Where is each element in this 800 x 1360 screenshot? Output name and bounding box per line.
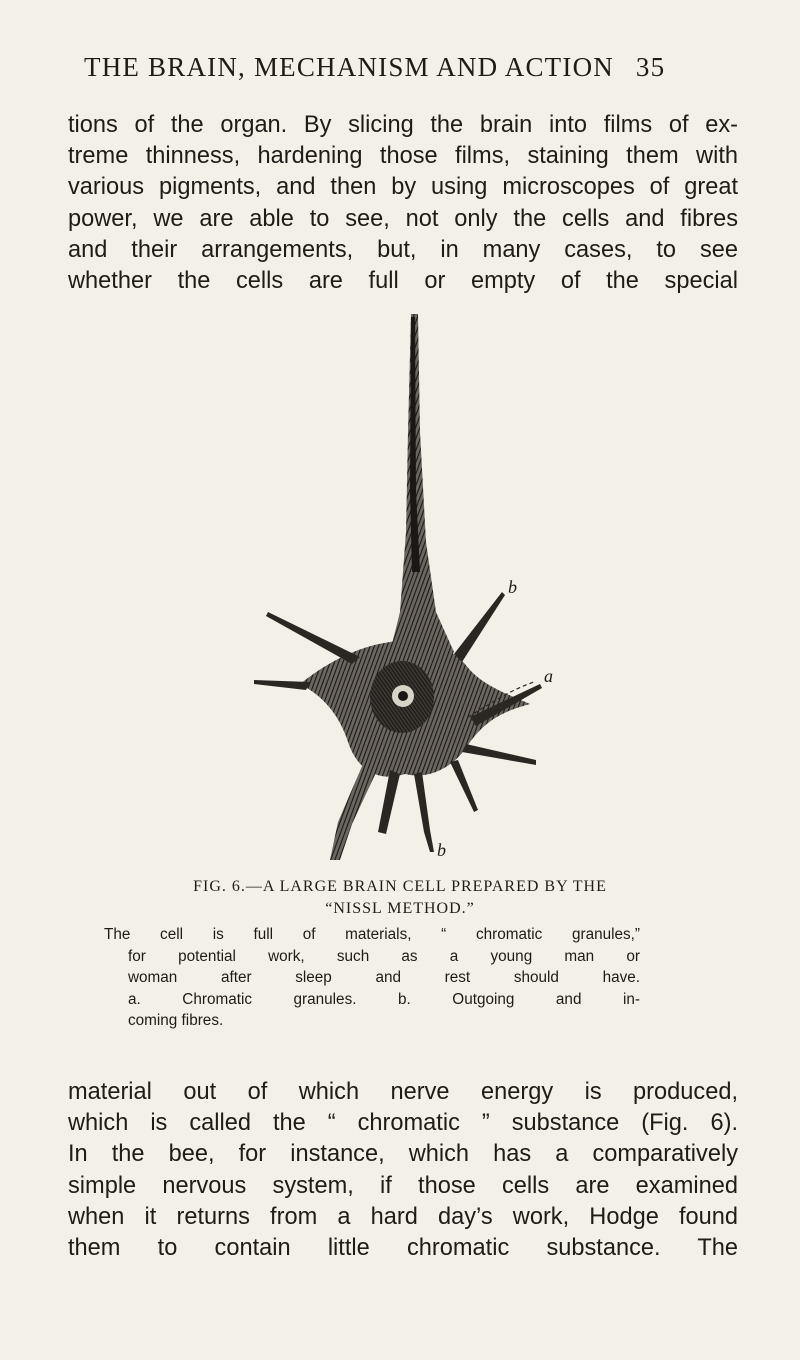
brain-cell-illustration [240,312,570,872]
caption-line: coming fibres. [128,1012,224,1030]
label-b-lower: b [437,840,446,860]
brain-cell-drawing [240,312,570,872]
caption-line: woman after sleep and rest should have. [128,969,640,987]
paragraph-bottom [68,1077,738,1264]
caption-title-line: “NISSL METHOD.” [325,900,475,917]
caption-line: for potential work, such as a young man or [128,947,640,965]
figure-caption-body [104,924,640,1032]
text-line: tions of the organ. By slicing the brain into films of ex- [68,112,738,138]
text-line: and their arrangements, but, in many cases, to see [68,236,738,263]
caption-title-line: FIG. 6.—A LARGE BRAIN CELL PREPARED BY THE [193,878,607,895]
text-line: which is called the “ chromatic ” substance (Fig. 6). [68,1110,738,1137]
text-line: whether the cells are full or empty of the special [68,268,738,295]
text-line: various pigments, and then by using microscopes of great [68,174,738,201]
text-line: treme thinness, hardening those films, staining them with [68,143,738,170]
paragraph-top [68,110,738,297]
label-a: a [544,666,553,686]
text-line: simple nervous system, if those cells are examined [68,1172,738,1199]
text-line: them to contain little chromatic substance. The [68,1235,738,1262]
text-line: power, we are able to see, not only the cells and fibres [68,205,738,232]
running-header [84,52,744,83]
caption-line: a. Chromatic granules. b. Outgoing and in- [128,990,640,1008]
figure-caption-title [80,876,720,920]
label-b-upper: b [508,577,517,597]
text-line: when it returns from a hard day’s work, Hodge found [68,1203,738,1230]
text-line: In the bee, for instance, which has a comparatively [68,1141,738,1168]
caption-line: The cell is full of materials, “ chromatic granules,” [104,926,640,943]
running-title: THE BRAIN, MECHANISM AND ACTION [84,52,614,82]
page-number: 35 [635,52,666,82]
text-line: material out of which nerve energy is produced, [68,1079,738,1105]
